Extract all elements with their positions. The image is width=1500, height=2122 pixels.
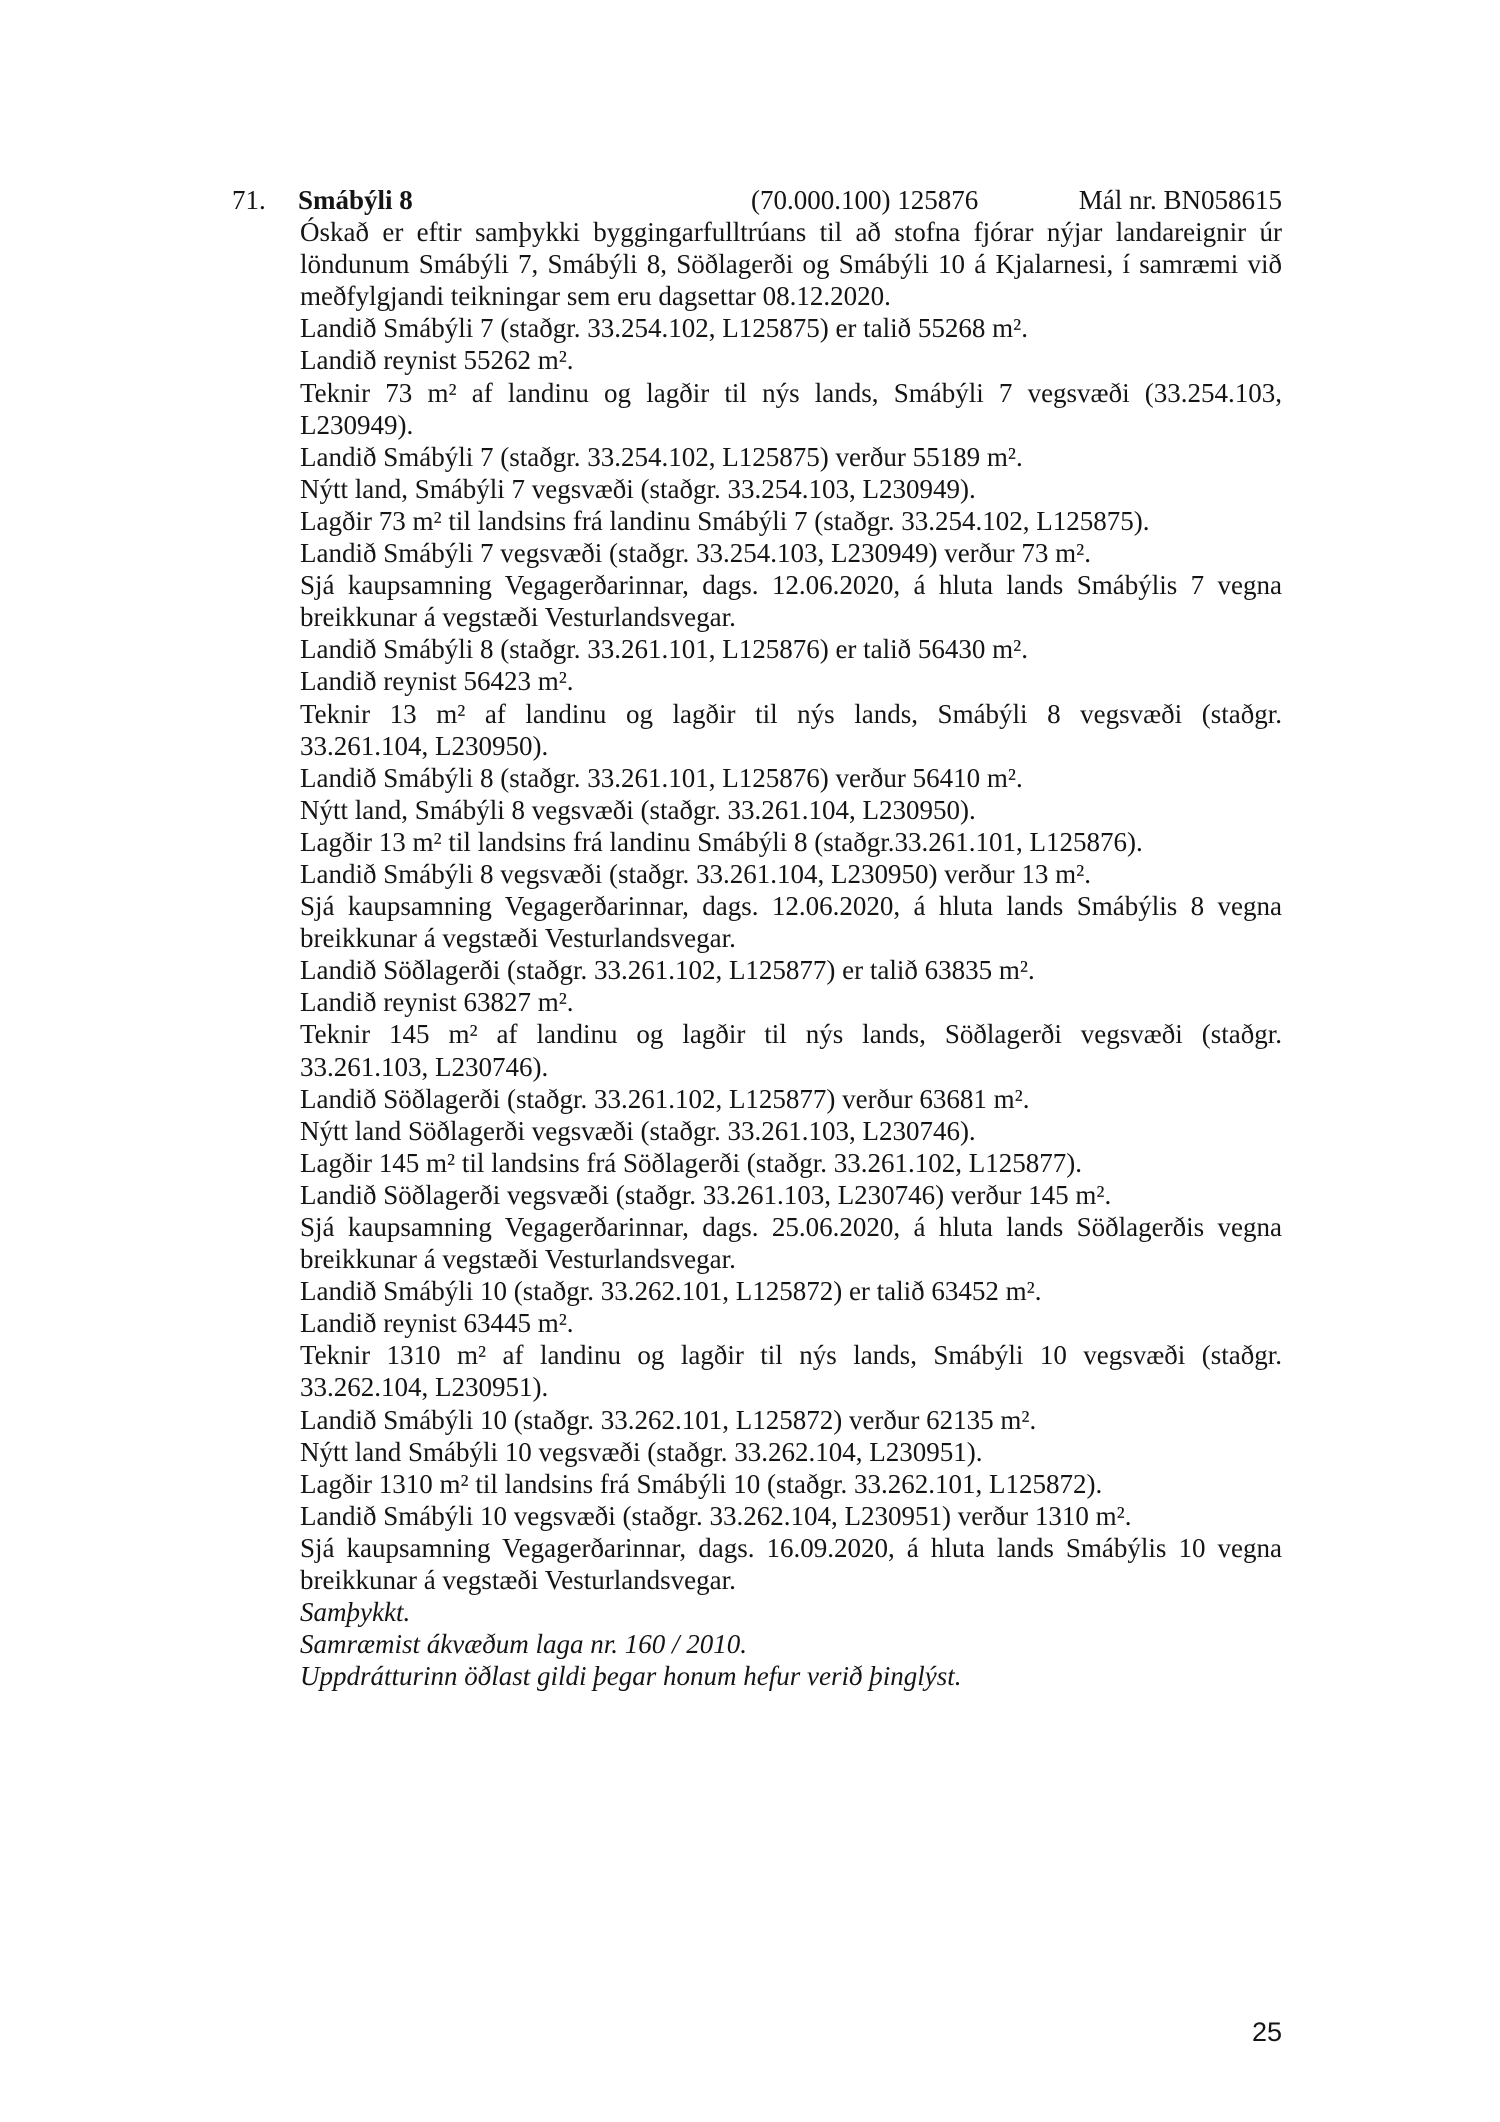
text-line: Landið Smábýli 7 vegsvæði (staðgr. 33.254.103, L230949) verður 73 m². <box>300 538 1092 569</box>
text-line: Landið Smábýli 7 (staðgr. 33.254.102, L125875) verður 55189 m². <box>300 441 1023 472</box>
text-line: breikkunar á vegstæði Vesturlandsvegar. <box>300 1565 736 1596</box>
item-number: 71. <box>232 185 266 215</box>
text-line: Lagðir 1310 m² til landsins frá Smábýli 10 (staðgr. 33.262.101, L125872). <box>300 1468 1103 1499</box>
text-line: Landið reynist 63445 m². <box>300 1308 574 1339</box>
text-line: Landið Smábýli 10 (staðgr. 33.262.101, L125872) er talið 63452 m². <box>300 1276 1042 1307</box>
item-body <box>300 216 1282 1692</box>
text-line: breikkunar á vegstæði Vesturlandsvegar. <box>300 602 736 633</box>
text-line: Landið Söðlagerði (staðgr. 33.261.102, L125877) verður 63681 m². <box>300 1083 1030 1114</box>
text-line: Teknir 1310 m² af landinu og lagðir til nýs lands, Smábýli 10 vegsvæði (staðgr. <box>300 1340 1282 1371</box>
text-line: Sjá kaupsamning Vegagerðarinnar, dags. 25.06.2020, á hluta lands Söðlagerðis vegna <box>300 1212 1282 1242</box>
text-line: L230949). <box>300 409 414 440</box>
text-line: Nýtt land, Smábýli 8 vegsvæði (staðgr. 33.261.104, L230950). <box>300 794 976 825</box>
text-line: Landið Smábýli 8 (staðgr. 33.261.101, L125876) verður 56410 m². <box>300 762 1023 793</box>
text-line: Lagðir 13 m² til landsins frá landinu Smábýli 8 (staðgr.33.261.101, L125876). <box>300 826 1143 857</box>
decision-approved: Samþykkt. <box>300 1597 411 1628</box>
text-line: Nýtt land, Smábýli 7 vegsvæði (staðgr. 33.254.103, L230949). <box>300 473 976 504</box>
text-line: 33.261.104, L230950). <box>300 730 549 761</box>
page-number: 25 <box>1251 2017 1282 2047</box>
text-line: Teknir 73 m² af landinu og lagðir til nýs lands, Smábýli 7 vegsvæði (33.254.103, <box>300 377 1282 408</box>
text-line: Lagðir 145 m² til landsins frá Söðlagerði (staðgr. 33.261.102, L125877). <box>300 1147 1082 1178</box>
item-title: Smábýli 8 <box>298 185 413 215</box>
text-line: Landið Smábýli 8 vegsvæði (staðgr. 33.261.104, L230950) verður 13 m². <box>300 858 1092 889</box>
item-header <box>0 184 1500 216</box>
text-line: Nýtt land Smábýli 10 vegsvæði (staðgr. 33.262.104, L230951). <box>300 1436 983 1467</box>
decision-law-reference: Samræmist ákvæðum laga nr. 160 / 2010. <box>300 1629 748 1660</box>
text-line: Landið Smábýli 10 (staðgr. 33.262.101, L125872) verður 62135 m². <box>300 1404 1037 1435</box>
text-line: löndunum Smábýli 7, Smábýli 8, Söðlagerði og Smábýli 10 á Kjalarnesi, í samræmi við <box>300 249 1282 280</box>
text-line: Landið Smábýli 8 (staðgr. 33.261.101, L125876) er talið 56430 m². <box>300 634 1029 665</box>
text-line: Sjá kaupsamning Vegagerðarinnar, dags. 12.06.2020, á hluta lands Smábýlis 8 vegna <box>300 891 1282 922</box>
text-line: Landið reynist 55262 m². <box>300 345 574 376</box>
text-line: Teknir 13 m² af landinu og lagðir til nýs lands, Smábýli 8 vegsvæði (staðgr. <box>300 698 1282 729</box>
text-line: Sjá kaupsamning Vegagerðarinnar, dags. 12.06.2020, á hluta lands Smábýlis 7 vegna <box>300 570 1282 601</box>
text-line: 33.262.104, L230951). <box>300 1372 549 1403</box>
text-line: Landið Smábýli 7 (staðgr. 33.254.102, L125875) er talið 55268 m². <box>300 313 1029 344</box>
text-line: Landið reynist 63827 m². <box>300 987 574 1018</box>
property-reference: (70.000.100) 125876 <box>751 185 979 215</box>
text-line: breikkunar á vegstæði Vesturlandsvegar. <box>300 923 736 954</box>
text-line: Sjá kaupsamning Vegagerðarinnar, dags. 16.09.2020, á hluta lands Smábýlis 10 vegna <box>300 1532 1282 1563</box>
text-line: Teknir 145 m² af landinu og lagðir til nýs lands, Söðlagerði vegsvæði (staðgr. <box>300 1019 1282 1050</box>
text-line: Landið reynist 56423 m². <box>300 666 574 697</box>
text-line: Nýtt land Söðlagerði vegsvæði (staðgr. 33.261.103, L230746). <box>300 1115 976 1146</box>
text-line: breikkunar á vegstæði Vesturlandsvegar. <box>300 1244 736 1275</box>
text-line: Landið Smábýli 10 vegsvæði (staðgr. 33.262.104, L230951) verður 1310 m². <box>300 1500 1132 1531</box>
text-line: Óskað er eftir samþykki byggingarfulltrúans til að stofna fjórar nýjar landareignir úr <box>300 217 1282 248</box>
text-line: Lagðir 73 m² til landsins frá landinu Smábýli 7 (staðgr. 33.254.102, L125875). <box>300 505 1150 536</box>
case-number: Mál nr. BN058615 <box>1078 185 1282 215</box>
text-line: Landið Söðlagerði vegsvæði (staðgr. 33.261.103, L230746) verður 145 m². <box>300 1179 1112 1210</box>
decision-registration-note: Uppdrátturinn öðlast gildi þegar honum hefur verið þinglýst. <box>300 1661 962 1692</box>
text-line: 33.261.103, L230746). <box>300 1051 549 1082</box>
text-line: meðfylgjandi teikningar sem eru dagsettar 08.12.2020. <box>300 281 891 312</box>
text-line: Landið Söðlagerði (staðgr. 33.261.102, L125877) er talið 63835 m². <box>300 955 1035 986</box>
